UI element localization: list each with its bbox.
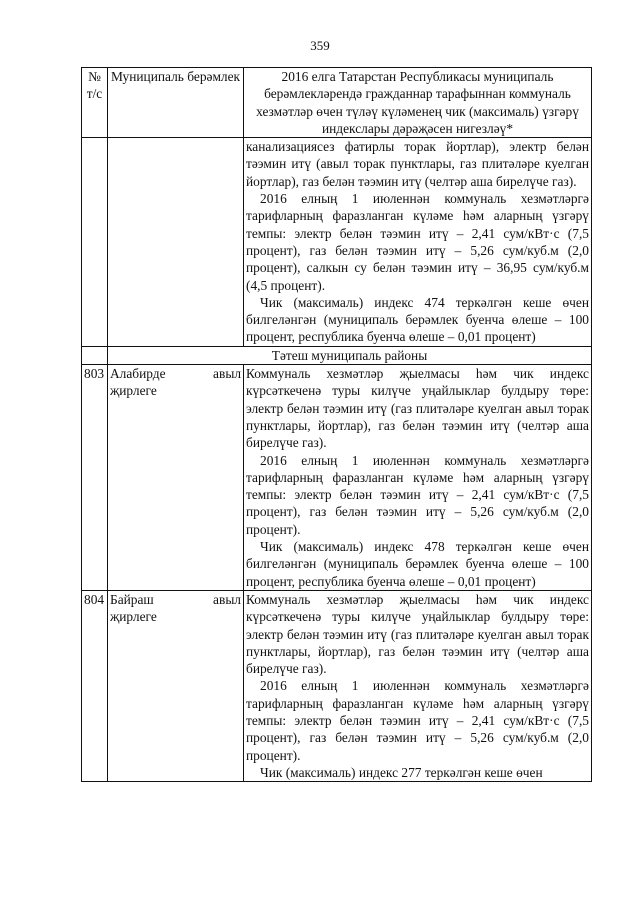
header-number: № т/с — [82, 68, 108, 138]
row-number: 804 — [82, 590, 108, 781]
description-paragraph: Коммуналь хезмәтләр җыелмасы һәм чик индекс күрсәткеченә туры килүче уңайлыклар булдыру төре: электр белән тәэмин итү (газ плитәләре куелган авыл торак пунктлары, йортлар), газ белән тәэмин итү (челтәр аша бирелүче газ). — [246, 591, 589, 677]
row-municipality — [108, 590, 244, 781]
description-paragraph: канализациясез фатирлы торак йортлар), электр белән тәэмин итү (авыл торак пунктлары, газ плитәләре куелган йортлар), газ белән тәэмин итү (челтәр аша бирелүче газ). — [246, 139, 589, 189]
row-description — [244, 590, 592, 781]
tariff-index-table — [81, 67, 592, 782]
description-paragraph: Коммуналь хезмәтләр җыелмасы һәм чик индекс күрсәткеченә туры килүче уңайлыклар булдыру төре: электр белән тәэмин итү (газ плитәләре куелган авыл торак пунктлары, йортлар), газ белән тәэмин итү (челтәр аша бирелүче газ). — [246, 366, 589, 451]
district-title: Тәтеш муниципаль районы — [108, 346, 592, 364]
municipality-name-cont: җирлеге — [110, 383, 157, 399]
description-paragraph: 2016 елның 1 июленнән коммуналь хезмәтләргә тарифларның фаразланган күләме һәм аларның үзгәрү темпы: электр белән тәэмин итү – 2,41 сум/кВт·с (7,5 процент), газ белән тәэмин итү – 5,26 сум/куб.м (2,0 процент). — [246, 452, 589, 537]
row-number — [82, 346, 108, 364]
page-number: 359 — [310, 38, 330, 53]
description-paragraph: Чик (максималь) индекс 474 теркәлгән кеше өчен билгеләнгән (муниципаль берәмлек буенча өлеше – 100 процент, республика буенча өлеше – 0,01 процент) — [246, 294, 589, 345]
municipality-name: Алабирде авыл — [110, 366, 241, 382]
table-header-row — [82, 68, 592, 138]
row-number — [82, 138, 108, 347]
description-paragraph: 2016 елның 1 июленнән коммуналь хезмәтләргә тарифларның фаразланган күләме һәм аларның үзгәрү темпы: электр белән тәэмин итү – 2,41 сум/кВт·с (7,5 процент), газ белән тәэмин итү – 5,26 сум/куб.м (2,0 процент), салкын су белән тәэмин итү – 36,95 сум/куб.м (4,5 процент). — [246, 191, 589, 293]
row-municipality — [108, 365, 244, 591]
table-row-continuation — [82, 138, 592, 347]
municipality-name: Байраш авыл — [110, 591, 241, 607]
row-municipality — [108, 138, 244, 347]
municipality-name-cont: җирлеге — [110, 609, 157, 625]
header-description: 2016 елга Татарстан Республикасы муниципаль берәмлекләрендә гражданнар тарафыннан коммуналь хезмәтләр өчен түләү күләменең чик (максималь) үзгәрү индекслары дәрәҗәсен нигезләү* — [244, 68, 592, 138]
row-description — [244, 138, 592, 347]
row-description — [244, 365, 592, 591]
row-number: 803 — [82, 365, 108, 591]
description-paragraph: Чик (максималь) индекс 478 теркәлгән кеше өчен билгеләнгән (муниципаль берәмлек буенча өлеше – 100 процент, республика буенча өлеше – 0,01 процент) — [246, 539, 589, 589]
header-municipality: Муниципаль берәмлек — [108, 68, 244, 138]
table-row — [82, 365, 592, 591]
description-paragraph: Чик (максималь) индекс 277 теркәлгән кеше өчен — [260, 764, 543, 780]
table-row — [82, 590, 592, 781]
district-row — [82, 346, 592, 364]
description-paragraph: 2016 елның 1 июленнән коммуналь хезмәтләргә тарифларның фаразланган күләме һәм аларның үзгәрү темпы: электр белән тәэмин итү – 2,41 сум/кВт·с (7,5 процент), газ белән тәэмин итү – 5,26 сум/куб.м (2,0 процент). — [246, 678, 589, 763]
